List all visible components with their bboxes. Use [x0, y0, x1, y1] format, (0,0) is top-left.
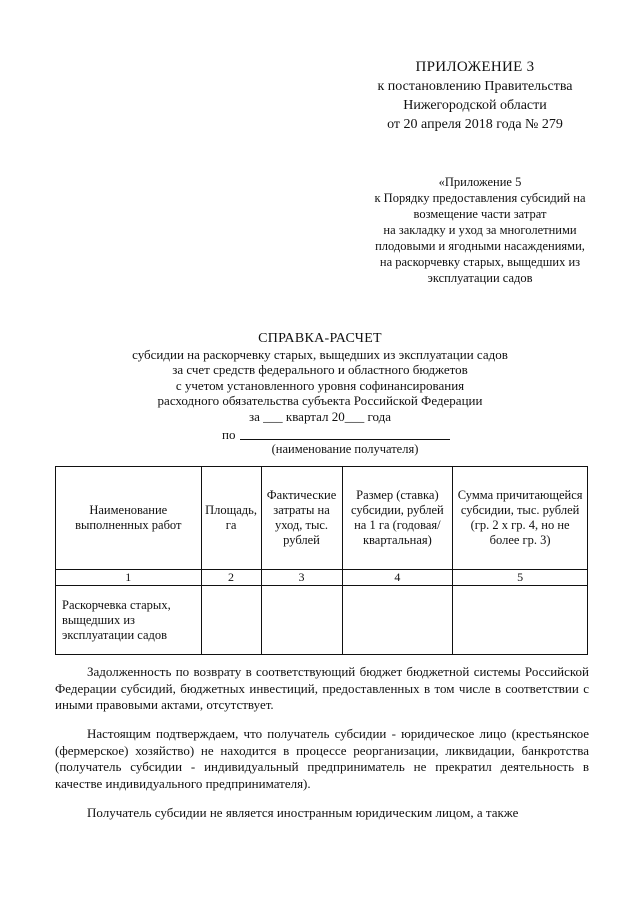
column-number: 4	[342, 570, 453, 586]
document-heading	[100, 331, 540, 424]
sum-cell	[453, 586, 588, 655]
header-cell: Площадь, га	[201, 467, 261, 570]
work-name-cell: Раскорчевка старых, выщедших из эксплуатации садов	[56, 586, 202, 655]
paragraph-debt	[55, 664, 589, 714]
table-header-row	[56, 467, 588, 570]
paragraph-confirmation	[55, 726, 589, 792]
paragraph-text: Задолженность по возврату в соответствующий бюджет бюджетной системы Российской Федерации субсидий, бюджетных инвестиций, предоставленных в том числе в соответствии с иными правовыми актами, отсутствует.	[55, 664, 589, 712]
header-cell: Размер (ставка) субсидии, рублей на 1 га (годовая/квартальная)	[342, 467, 453, 570]
heading-line: расходного обязательства субъекта Российской Федерации	[157, 393, 483, 408]
appendix-5-line: на раскорчевку старых, выщедших из	[379, 255, 581, 269]
appendix-5-line: «Приложение 5	[438, 175, 522, 189]
column-number: 2	[201, 570, 261, 586]
costs-cell	[261, 586, 342, 655]
header-cell: Сумма причитающейся субсидии, тыс. рублей (гр. 2 х гр. 4, но не более гр. 3)	[453, 467, 588, 570]
column-number: 1	[56, 570, 202, 586]
appendix-5-line: на закладку и уход за многолетними	[383, 223, 577, 237]
header-cell: Фактические затраты на уход, тыс. рублей	[261, 467, 342, 570]
paragraph-text: Настоящим подтверждаем, что получатель субсидии - юридическое лицо (крестьянское (фермерское) хозяйство) не находится в процессе реорганизации, ликвидации, банкротства (получатель субсидии - индивидуальный предприниматель не прекратил деятельность в качестве индивидуального предпринимателя).	[55, 726, 589, 791]
document-title: СПРАВКА-РАСЧЕТ	[258, 331, 382, 346]
paragraph-foreign	[55, 805, 589, 822]
column-number: 5	[453, 570, 588, 586]
column-number: 3	[261, 570, 342, 586]
period-line: за ___ квартал 20___ года	[248, 408, 392, 424]
recipient-label: по	[222, 427, 236, 442]
appendix-3-line: Нижегородской области	[403, 98, 547, 113]
appendix-3-line: к постановлению Правительства	[377, 79, 573, 94]
header-cell: Наименование выполненных работ	[56, 467, 202, 570]
heading-line: за счет средств федерального и областного бюджетов	[172, 362, 468, 377]
appendix-3-header	[355, 58, 595, 134]
appendix-3-title: ПРИЛОЖЕНИЕ 3	[415, 59, 535, 75]
appendix-5-header	[360, 174, 600, 286]
appendix-5-line: эксплуатации садов	[427, 271, 533, 285]
table-row	[56, 586, 588, 655]
recipient-blank-line	[240, 439, 450, 440]
paragraph-text: Получатель субсидии не является иностранным юридическим лицом, а также	[87, 805, 519, 820]
appendix-5-line: возмещение части затрат	[413, 207, 547, 221]
column-number-row	[56, 570, 588, 586]
calculation-table	[55, 466, 588, 655]
area-cell	[201, 586, 261, 655]
appendix-5-line: к Порядку предоставления субсидий на	[374, 191, 586, 205]
heading-line: субсидии на раскорчевку старых, выщедших из эксплуатации садов	[132, 346, 508, 362]
heading-line: с учетом установленного уровня софинансирования	[175, 377, 465, 393]
appendix-5-line: плодовыми и ягодными насаждениями,	[375, 239, 585, 253]
appendix-3-line: от 20 апреля 2018 года № 279	[387, 117, 563, 132]
rate-cell	[342, 586, 453, 655]
recipient-caption: (наименование получателя)	[271, 442, 419, 456]
